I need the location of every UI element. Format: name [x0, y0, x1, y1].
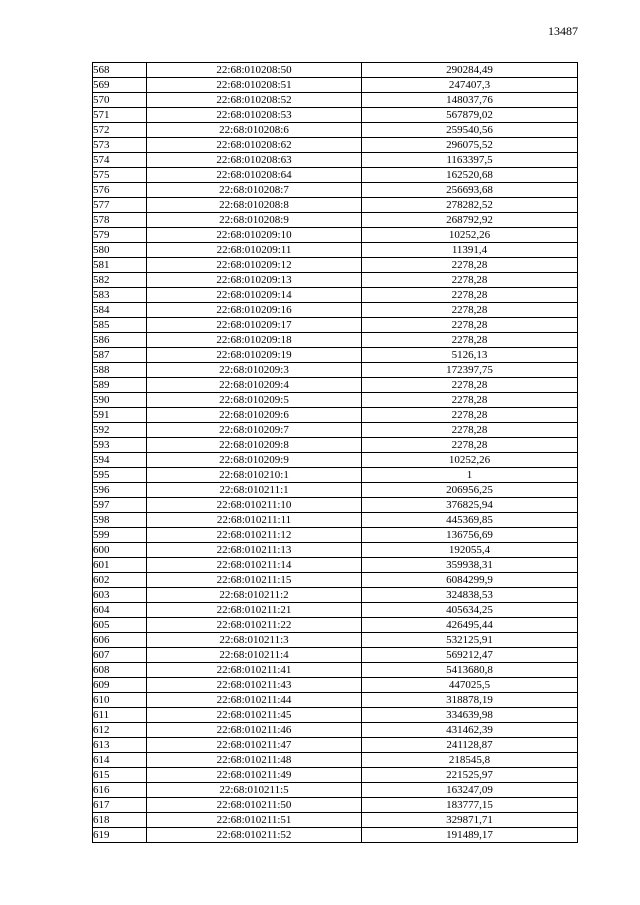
table-row — [93, 108, 578, 123]
cadastral-value-cell: 268792,92 — [362, 213, 578, 228]
row-number-cell: 586 — [93, 333, 147, 348]
cadastral-number-cell: 22:68:010208:50 — [147, 63, 362, 78]
cadastral-number-cell: 22:68:010209:14 — [147, 288, 362, 303]
row-number-cell: 580 — [93, 243, 147, 258]
table-row — [93, 708, 578, 723]
row-number-cell: 600 — [93, 543, 147, 558]
row-number-cell: 572 — [93, 123, 147, 138]
cadastral-value-cell: 431462,39 — [362, 723, 578, 738]
cadastral-number-cell: 22:68:010209:10 — [147, 228, 362, 243]
table-row — [93, 723, 578, 738]
table-row — [93, 288, 578, 303]
cadastral-number-cell: 22:68:010211:11 — [147, 513, 362, 528]
row-number-cell: 613 — [93, 738, 147, 753]
row-number-cell: 568 — [93, 63, 147, 78]
cadastral-value-table — [92, 62, 578, 843]
table-row — [93, 423, 578, 438]
row-number-cell: 619 — [93, 828, 147, 843]
table-row — [93, 453, 578, 468]
cadastral-number-cell: 22:68:010209:9 — [147, 453, 362, 468]
table-row — [93, 348, 578, 363]
row-number-cell: 615 — [93, 768, 147, 783]
row-number-cell: 598 — [93, 513, 147, 528]
row-number-cell: 599 — [93, 528, 147, 543]
table-row — [93, 663, 578, 678]
row-number-cell: 569 — [93, 78, 147, 93]
table-row — [93, 513, 578, 528]
cadastral-value-cell: 5126,13 — [362, 348, 578, 363]
cadastral-value-cell: 567879,02 — [362, 108, 578, 123]
row-number-cell: 594 — [93, 453, 147, 468]
cadastral-value-cell: 6084299,9 — [362, 573, 578, 588]
table-row — [93, 798, 578, 813]
cadastral-number-cell: 22:68:010211:46 — [147, 723, 362, 738]
table-row — [93, 828, 578, 843]
row-number-cell: 609 — [93, 678, 147, 693]
cadastral-value-cell: 2278,28 — [362, 378, 578, 393]
row-number-cell: 603 — [93, 588, 147, 603]
row-number-cell: 588 — [93, 363, 147, 378]
cadastral-value-cell: 148037,76 — [362, 93, 578, 108]
cadastral-value-cell: 2278,28 — [362, 438, 578, 453]
cadastral-value-cell: 10252,26 — [362, 228, 578, 243]
cadastral-value-cell: 256693,68 — [362, 183, 578, 198]
cadastral-number-cell: 22:68:010211:12 — [147, 528, 362, 543]
table-row — [93, 318, 578, 333]
table-row — [93, 138, 578, 153]
page-number: 13487 — [548, 24, 578, 38]
row-number-cell: 577 — [93, 198, 147, 213]
cadastral-value-cell: 10252,26 — [362, 453, 578, 468]
table-row — [93, 243, 578, 258]
table-row — [93, 618, 578, 633]
row-number-cell: 585 — [93, 318, 147, 333]
table-row — [93, 363, 578, 378]
table-row — [93, 378, 578, 393]
cadastral-number-cell: 22:68:010209:8 — [147, 438, 362, 453]
cadastral-number-cell: 22:68:010209:17 — [147, 318, 362, 333]
row-number-cell: 579 — [93, 228, 147, 243]
table-row — [93, 198, 578, 213]
cadastral-number-cell: 22:68:010211:48 — [147, 753, 362, 768]
cadastral-number-cell: 22:68:010211:1 — [147, 483, 362, 498]
table-row — [93, 168, 578, 183]
table-row — [93, 468, 578, 483]
cadastral-value-cell: 447025,5 — [362, 678, 578, 693]
table-row — [93, 528, 578, 543]
cadastral-value-cell: 172397,75 — [362, 363, 578, 378]
row-number-cell: 616 — [93, 783, 147, 798]
table-row — [93, 543, 578, 558]
cadastral-number-cell: 22:68:010209:13 — [147, 273, 362, 288]
table-row — [93, 333, 578, 348]
cadastral-number-cell: 22:68:010211:15 — [147, 573, 362, 588]
cadastral-number-cell: 22:68:010209:18 — [147, 333, 362, 348]
cadastral-value-cell: 2278,28 — [362, 318, 578, 333]
row-number-cell: 583 — [93, 288, 147, 303]
cadastral-value-cell: 5413680,8 — [362, 663, 578, 678]
cadastral-number-cell: 22:68:010209:6 — [147, 408, 362, 423]
cadastral-number-cell: 22:68:010209:11 — [147, 243, 362, 258]
cadastral-value-cell: 191489,17 — [362, 828, 578, 843]
cadastral-number-cell: 22:68:010211:22 — [147, 618, 362, 633]
table-row — [93, 573, 578, 588]
cadastral-number-cell: 22:68:010209:19 — [147, 348, 362, 363]
table-row — [93, 93, 578, 108]
cadastral-value-cell: 532125,91 — [362, 633, 578, 648]
cadastral-value-cell: 445369,85 — [362, 513, 578, 528]
row-number-cell: 596 — [93, 483, 147, 498]
row-number-cell: 597 — [93, 498, 147, 513]
cadastral-number-cell: 22:68:010211:3 — [147, 633, 362, 648]
row-number-cell: 571 — [93, 108, 147, 123]
cadastral-number-cell: 22:68:010208:63 — [147, 153, 362, 168]
row-number-cell: 602 — [93, 573, 147, 588]
cadastral-value-cell: 2278,28 — [362, 408, 578, 423]
row-number-cell: 606 — [93, 633, 147, 648]
cadastral-value-cell: 290284,49 — [362, 63, 578, 78]
table-row — [93, 153, 578, 168]
row-number-cell: 573 — [93, 138, 147, 153]
table-row — [93, 588, 578, 603]
cadastral-number-cell: 22:68:010211:10 — [147, 498, 362, 513]
table-row — [93, 738, 578, 753]
cadastral-value-cell: 324838,53 — [362, 588, 578, 603]
cadastral-number-cell: 22:68:010208:53 — [147, 108, 362, 123]
table-row — [93, 633, 578, 648]
row-number-cell: 582 — [93, 273, 147, 288]
table-body — [93, 63, 578, 843]
cadastral-value-cell: 206956,25 — [362, 483, 578, 498]
table-row — [93, 783, 578, 798]
table-row — [93, 78, 578, 93]
cadastral-number-cell: 22:68:010208:6 — [147, 123, 362, 138]
cadastral-number-cell: 22:68:010211:51 — [147, 813, 362, 828]
cadastral-number-cell: 22:68:010211:43 — [147, 678, 362, 693]
table-row — [93, 768, 578, 783]
cadastral-number-cell: 22:68:010211:5 — [147, 783, 362, 798]
cadastral-number-cell: 22:68:010208:9 — [147, 213, 362, 228]
cadastral-number-cell: 22:68:010211:2 — [147, 588, 362, 603]
cadastral-value-cell: 334639,98 — [362, 708, 578, 723]
row-number-cell: 604 — [93, 603, 147, 618]
cadastral-value-cell: 163247,09 — [362, 783, 578, 798]
cadastral-value-cell: 318878,19 — [362, 693, 578, 708]
cadastral-number-cell: 22:68:010211:49 — [147, 768, 362, 783]
row-number-cell: 592 — [93, 423, 147, 438]
cadastral-number-cell: 22:68:010208:52 — [147, 93, 362, 108]
cadastral-value-cell: 359938,31 — [362, 558, 578, 573]
cadastral-value-cell: 376825,94 — [362, 498, 578, 513]
row-number-cell: 591 — [93, 408, 147, 423]
cadastral-value-cell: 278282,52 — [362, 198, 578, 213]
row-number-cell: 575 — [93, 168, 147, 183]
table-row — [93, 603, 578, 618]
cadastral-value-cell: 2278,28 — [362, 258, 578, 273]
cadastral-value-cell: 296075,52 — [362, 138, 578, 153]
cadastral-number-cell: 22:68:010211:21 — [147, 603, 362, 618]
table-row — [93, 183, 578, 198]
row-number-cell: 576 — [93, 183, 147, 198]
cadastral-number-cell: 22:68:010211:52 — [147, 828, 362, 843]
cadastral-value-cell: 1 — [362, 468, 578, 483]
table-row — [93, 123, 578, 138]
cadastral-value-cell: 259540,56 — [362, 123, 578, 138]
table-row — [93, 303, 578, 318]
row-number-cell: 610 — [93, 693, 147, 708]
row-number-cell: 607 — [93, 648, 147, 663]
cadastral-number-cell: 22:68:010209:5 — [147, 393, 362, 408]
table-row — [93, 438, 578, 453]
cadastral-value-cell: 183777,15 — [362, 798, 578, 813]
cadastral-value-cell: 192055,4 — [362, 543, 578, 558]
row-number-cell: 614 — [93, 753, 147, 768]
cadastral-value-cell: 329871,71 — [362, 813, 578, 828]
cadastral-number-cell: 22:68:010209:3 — [147, 363, 362, 378]
row-number-cell: 611 — [93, 708, 147, 723]
row-number-cell: 570 — [93, 93, 147, 108]
table-row — [93, 693, 578, 708]
cadastral-number-cell: 22:68:010209:12 — [147, 258, 362, 273]
cadastral-number-cell: 22:68:010211:50 — [147, 798, 362, 813]
table-row — [93, 393, 578, 408]
cadastral-number-cell: 22:68:010211:47 — [147, 738, 362, 753]
table-row — [93, 753, 578, 768]
cadastral-number-cell: 22:68:010211:13 — [147, 543, 362, 558]
table-row — [93, 483, 578, 498]
row-number-cell: 605 — [93, 618, 147, 633]
cadastral-number-cell: 22:68:010209:4 — [147, 378, 362, 393]
cadastral-value-cell: 136756,69 — [362, 528, 578, 543]
cadastral-value-cell: 569212,47 — [362, 648, 578, 663]
cadastral-value-cell: 221525,97 — [362, 768, 578, 783]
table-row — [93, 273, 578, 288]
table-row — [93, 678, 578, 693]
row-number-cell: 608 — [93, 663, 147, 678]
table-row — [93, 63, 578, 78]
cadastral-number-cell: 22:68:010211:41 — [147, 663, 362, 678]
cadastral-number-cell: 22:68:010211:45 — [147, 708, 362, 723]
cadastral-number-cell: 22:68:010211:14 — [147, 558, 362, 573]
cadastral-value-cell: 241128,87 — [362, 738, 578, 753]
row-number-cell: 612 — [93, 723, 147, 738]
cadastral-value-cell: 426495,44 — [362, 618, 578, 633]
cadastral-value-cell: 218545,8 — [362, 753, 578, 768]
row-number-cell: 578 — [93, 213, 147, 228]
cadastral-value-cell: 1163397,5 — [362, 153, 578, 168]
cadastral-number-cell: 22:68:010209:7 — [147, 423, 362, 438]
cadastral-value-cell: 2278,28 — [362, 333, 578, 348]
cadastral-number-cell: 22:68:010208:8 — [147, 198, 362, 213]
row-number-cell: 587 — [93, 348, 147, 363]
cadastral-number-cell: 22:68:010208:51 — [147, 78, 362, 93]
table-row — [93, 258, 578, 273]
row-number-cell: 584 — [93, 303, 147, 318]
table-row — [93, 228, 578, 243]
row-number-cell: 590 — [93, 393, 147, 408]
cadastral-value-cell: 2278,28 — [362, 393, 578, 408]
cadastral-number-cell: 22:68:010211:4 — [147, 648, 362, 663]
cadastral-value-cell: 162520,68 — [362, 168, 578, 183]
table-row — [93, 498, 578, 513]
cadastral-number-cell: 22:68:010208:7 — [147, 183, 362, 198]
cadastral-value-cell: 2278,28 — [362, 423, 578, 438]
cadastral-number-cell: 22:68:010208:64 — [147, 168, 362, 183]
cadastral-value-cell: 2278,28 — [362, 288, 578, 303]
row-number-cell: 581 — [93, 258, 147, 273]
table-row — [93, 558, 578, 573]
row-number-cell: 574 — [93, 153, 147, 168]
cadastral-value-cell: 11391,4 — [362, 243, 578, 258]
cadastral-number-cell: 22:68:010208:62 — [147, 138, 362, 153]
row-number-cell: 618 — [93, 813, 147, 828]
cadastral-number-cell: 22:68:010211:44 — [147, 693, 362, 708]
cadastral-value-cell: 405634,25 — [362, 603, 578, 618]
row-number-cell: 601 — [93, 558, 147, 573]
table-row — [93, 408, 578, 423]
table-row — [93, 813, 578, 828]
row-number-cell: 593 — [93, 438, 147, 453]
row-number-cell: 589 — [93, 378, 147, 393]
cadastral-value-cell: 2278,28 — [362, 273, 578, 288]
table-row — [93, 213, 578, 228]
row-number-cell: 595 — [93, 468, 147, 483]
cadastral-value-cell: 247407,3 — [362, 78, 578, 93]
table-row — [93, 648, 578, 663]
row-number-cell: 617 — [93, 798, 147, 813]
cadastral-number-cell: 22:68:010210:1 — [147, 468, 362, 483]
cadastral-value-cell: 2278,28 — [362, 303, 578, 318]
cadastral-number-cell: 22:68:010209:16 — [147, 303, 362, 318]
